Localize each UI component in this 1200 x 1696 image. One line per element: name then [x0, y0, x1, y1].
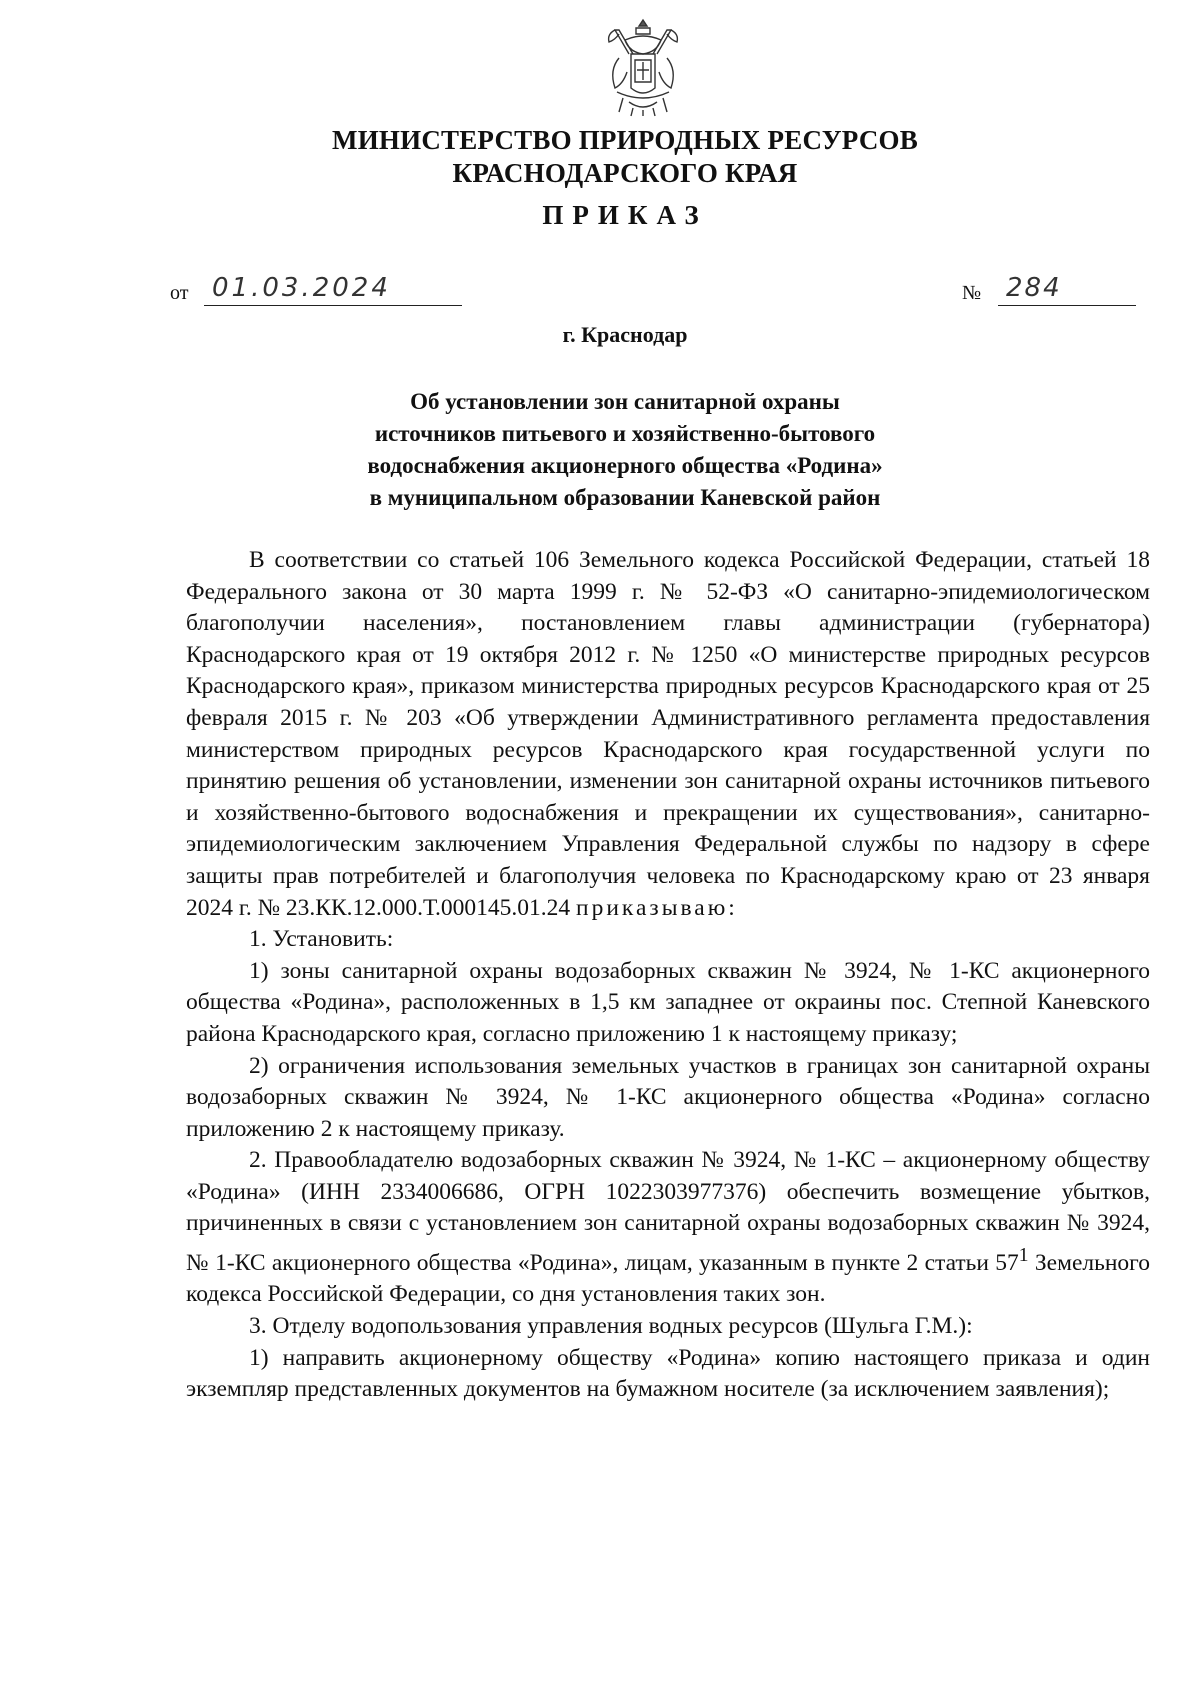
item-2-text-a: 2. Правообладателю водозаборных скважин № 3924, № 1-КС – акционерному обществу «Родина» (ИНН 2334006686, ОГРН 1022303977376) обеспечить возмещение убытков, причиненных в связи с установлением зон санитарной охраны водозаборных скважин № 3924, № 1-КС акционерного общества «Родина», лицам, указанным в пункте 2 статьи 57 — [186, 1147, 1150, 1276]
item-1-1: 1) зоны санитарной охраны водозаборных скважин № 3924, № 1-КС акционерного общества «Родина», расположенных в 1,5 км западнее от окраины пос. Степной Каневского района Краснодарского края, согласно приложению 1 к настоящему приказу; — [186, 957, 1150, 1047]
item-1-2: 2) ограничения использования земельных участков в границах зон санитарной охраны водозаборных скважин № 3924, № 1-КС акционерного общества «Родина» согласно приложению 2 к настоящему приказу. — [186, 1052, 1150, 1142]
city: г. Краснодар — [562, 322, 688, 347]
document-body — [186, 545, 1150, 1406]
number-row — [962, 273, 1062, 305]
order-word: приказываю: — [576, 894, 738, 921]
title-line: в муниципальном образовании Каневской район — [369, 485, 881, 510]
document-type: ПРИКАЗ — [542, 200, 708, 230]
item-2-text-b: Земельного кодекса Российской Федерации, со дня установления таких зон. — [186, 1249, 1150, 1308]
title-line: Об установлении зон санитарной охраны — [410, 389, 840, 414]
preamble-paragraph — [186, 545, 1150, 924]
date-value-handwritten: 01.03.2024 — [204, 272, 462, 306]
date-label: от — [170, 282, 189, 304]
ministry-name-line2: КРАСНОДАРСКОГО КРАЯ — [452, 158, 798, 188]
preamble-text: В соответствии со статьей 106 Земельного кодекса Российской Федерации, статьей 18 Федерального закона от 30 марта 1999 г. № 52-ФЗ «О санитарно-эпидемиологическом благополучии населения», постановлением главы администрации (губернатора) Краснодарского края от 19 октября 2012 г. № 1250 «О министерстве природных ресурсов Краснодарского края», приказом министерства природных ресурсов Краснодарского края от 25 февраля 2015 г. № 203 «Об утверждении Административного регламента предоставления министерством природных ресурсов Краснодарского края государственной услуги по принятию решения об установлении, изменении зон санитарной охраны источников питьевого и хозяйственно-бытового водоснабжения и прекращении их существования», санитарно-эпидемиологическим заключением Управления Федеральной службы по надзору в сфере защиты прав потребителей и благополучия человека по Краснодарскому краю от 23 января 2024 г. № 23.КК.12.000.Т.000145.01.24 — [186, 547, 1150, 921]
title-line: водоснабжения акционерного общества «Родина» — [367, 453, 883, 478]
item-2-superscript: 1 — [1018, 1245, 1029, 1267]
item-2 — [186, 1145, 1150, 1311]
number-value-handwritten: 284 — [998, 272, 1136, 306]
item-3-1: 1) направить акционерному обществу «Родина» копию настоящего приказа и один экземпляр представленных документов на бумажном носителе (за исключением заявления); — [186, 1344, 1150, 1403]
ministry-name-line1: МИНИСТЕРСТВО ПРИРОДНЫХ РЕСУРСОВ — [332, 125, 918, 155]
date-row — [170, 273, 391, 305]
coat-of-arms-emblem — [603, 18, 683, 118]
item-3: 3. Отделу водопользования управления водных ресурсов (Шульга Г.М.): — [249, 1313, 973, 1340]
number-label: № — [962, 282, 982, 304]
item-1: 1. Установить: — [249, 926, 394, 953]
document-title — [0, 386, 1200, 514]
title-line: источников питьевого и хозяйственно-бытового — [374, 421, 876, 446]
